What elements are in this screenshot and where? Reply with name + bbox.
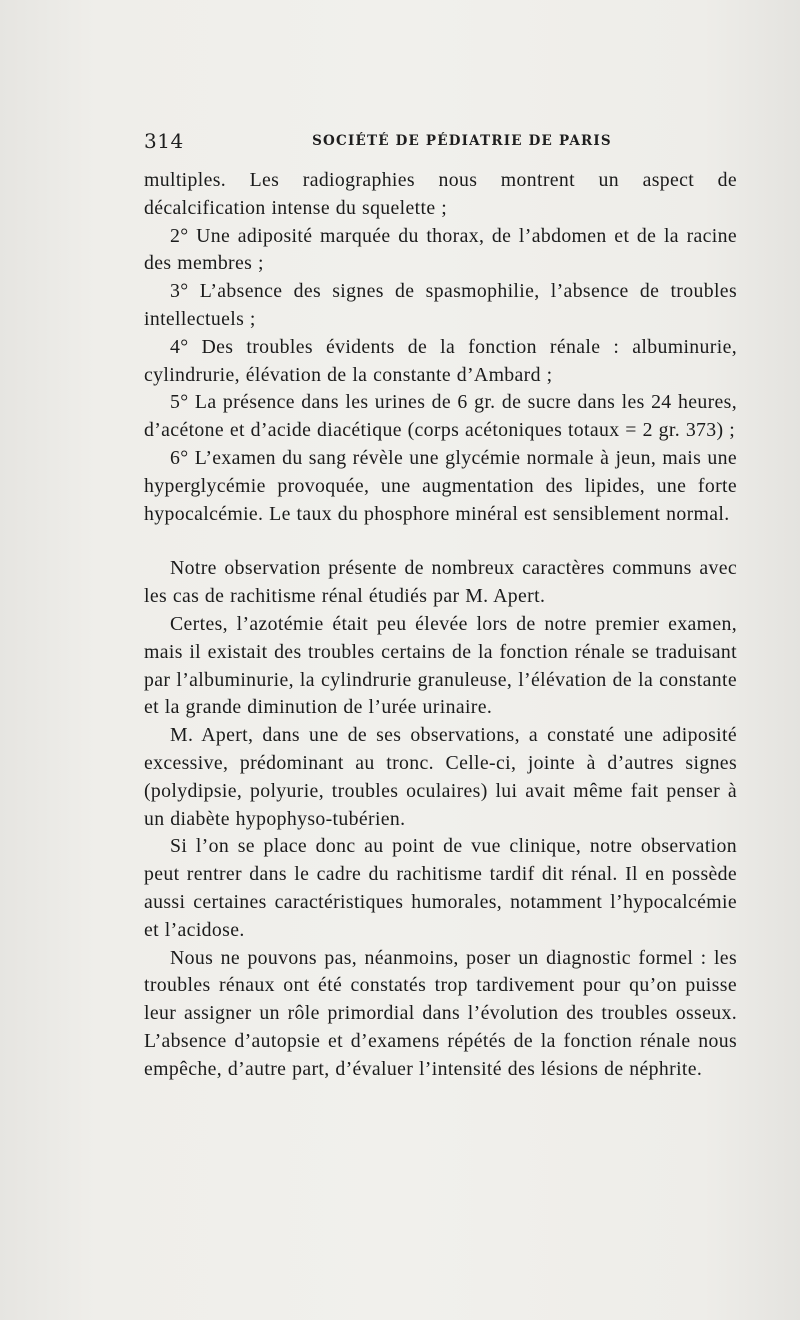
paragraph-continuation: multiples. Les radiographies nous montrent un aspect de décalcification intense du squelette ;	[144, 169, 737, 219]
paragraph-item-6: 6° L’examen du sang révèle une glycémie normale à jeun, mais une hyperglycémie provoquée, une augmentation des lipides, une forte hypocalcémie. Le taux du phosphore minéral est sensiblement normal.	[144, 446, 737, 525]
body-text	[144, 167, 737, 1084]
paragraph-item-2: 2° Une adiposité marquée du thorax, de l’abdomen et de la racine des membres ;	[144, 224, 737, 275]
paragraph-diagnostic: Nous ne pouvons pas, néanmoins, poser un diagnostic formel : les troubles rénaux ont été constatés trop tardivement pour qu’on puisse leur assigner un rôle primordial dans l’évolution des troubles osseux. L’absence d’autopsie et d’examens répétés de la fonction rénale nous empêche, d’autre part, d’évaluer l’intensité des lésions de néphrite.	[144, 946, 737, 1080]
running-head: SOCIÉTÉ DE PÉDIATRIE DE PARIS	[312, 133, 612, 149]
paragraph-apert: M. Apert, dans une de ses observations, a constaté une adiposité excessive, prédominant au tronc. Celle-ci, jointe à d’autres signes (polydipsie, polyurie, troubles oculaires) lui avait même fait penser à un diabète hypophyso-tubérien.	[144, 724, 737, 830]
paragraph-azotemie: Certes, l’azotémie était peu élevée lors de notre premier examen, mais il existait des troubles certains de la fonction rénale se traduisant par l’albuminurie, la cylindrurie granuleuse, l’élévation de la constante et la grande diminution de l’urée urinaire.	[144, 612, 737, 719]
paragraph-item-5: 5° La présence dans les urines de 6 gr. de sucre dans les 24 heures, d’acétone et d’acide diacétique (corps acétoniques totaux = 2 gr. 373) ;	[144, 391, 737, 442]
paragraph-item-4: 4° Des troubles évidents de la fonction rénale : albuminurie, cylindrurie, élévation de la constante d’Ambard ;	[144, 335, 737, 386]
page-header	[144, 129, 740, 159]
paragraph-observation: Notre observation présente de nombreux caractères communs avec les cas de rachitisme rénal étudiés par M. Apert.	[144, 557, 737, 608]
page-number: 314	[144, 129, 184, 153]
paragraph-item-3: 3° L’absence des signes de spasmophilie, l’absence de troubles intellectuels ;	[144, 280, 737, 330]
paragraph-clinique: Si l’on se place donc au point de vue clinique, notre observation peut rentrer dans le cadre du rachitisme tardif dit rénal. Il en possède aussi certaines caractéristiques humorales, notamment l’hypocalcémie et l’acidose.	[144, 835, 737, 941]
